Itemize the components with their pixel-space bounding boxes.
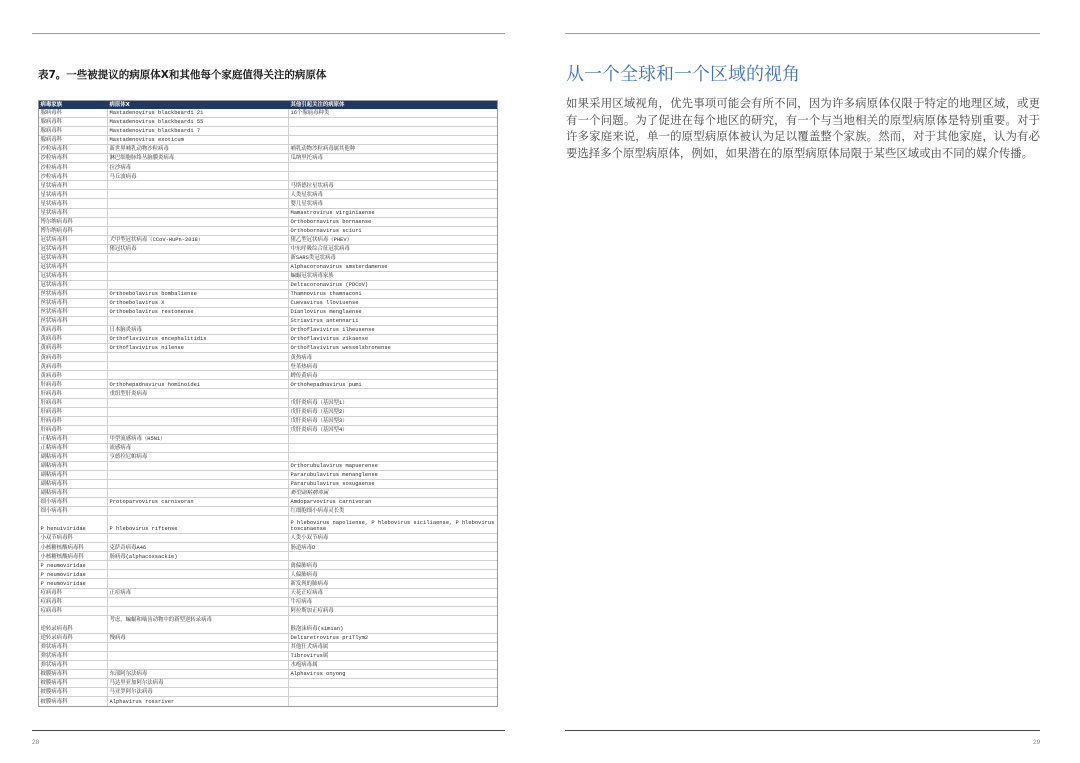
table-cell-other: Orthorubulavirus mapuerense [290, 463, 378, 470]
table-cell-other: 黄热病毒 [290, 354, 313, 361]
table-cell-family: 肝病毒科 [39, 426, 108, 434]
table-cell-other: Orthoflavivirus zikaense [290, 336, 369, 343]
table-cell-pathogen-x [108, 353, 289, 361]
table-cell-other: 猪乙型冠状病毒（PHEV） [290, 236, 352, 243]
table-cell-other [289, 697, 497, 706]
table-row [39, 118, 497, 127]
table-cell-pathogen-x [108, 480, 289, 488]
table-cell-other: 新型副粘病毒属 [290, 490, 329, 497]
table-row [39, 127, 497, 136]
table-row [39, 643, 497, 652]
table-cell-other: 蝙蝠冠状病毒家族 [290, 273, 334, 280]
table-cell-family: 冠状病毒科 [39, 281, 108, 289]
table-row [39, 516, 497, 534]
table-cell-pathogen-x: 马亚罗阿尔法病毒 [108, 688, 289, 696]
table-cell-family: 丝状病毒科 [39, 308, 108, 316]
table-cell-family: 痘病毒科 [39, 607, 108, 615]
table-cell-family: 小核糖核酸病毒科 [39, 552, 108, 560]
table-cell-family: 星状病毒科 [39, 199, 108, 207]
table-cell-other: 牛痘病毒 [290, 598, 313, 605]
table-cell-family: 小双节病毒科 [39, 534, 108, 542]
table-cell-family: 披膜病毒科 [39, 697, 108, 706]
table-title: 表7。一些被提议的病原体X和其他每个家庭值得关注的病原体 [38, 69, 327, 81]
table-cell-other: 戊肝炎病毒（基因型4） [290, 426, 348, 433]
table-cell-other: 瓜纳里托病毒 [290, 155, 323, 162]
table-cell-pathogen-x [108, 643, 289, 651]
right-page [540, 0, 1080, 763]
table-cell-family: 肝病毒科 [39, 399, 108, 407]
table-cell-pathogen-x [108, 579, 289, 587]
pathogen-table [38, 100, 498, 707]
table-cell-family: 星状病毒科 [39, 190, 108, 198]
table-cell-family: 沙粒病毒科 [39, 145, 108, 153]
table-cell-family: 细小病毒科 [39, 507, 108, 515]
table-cell-pathogen-x: Orthoflavivirus encephalitidis [108, 335, 289, 343]
table-cell-family: 黄病毒科 [39, 371, 108, 379]
table-cell-pathogen-x: Mastadenovirus blackbeardi 21 [108, 109, 289, 117]
table-row [39, 426, 497, 435]
table-cell-other: 哺乳动物沙粒病毒属其他种 [290, 146, 356, 153]
table-cell-other: 新SARS类冠状病毒 [290, 255, 336, 261]
table-row [39, 444, 497, 453]
table-row [39, 263, 497, 272]
table-row [39, 181, 497, 190]
table-row [39, 589, 497, 598]
table-cell-family: 冠状病毒科 [39, 236, 108, 244]
table-cell-pathogen-x: 日本脑炎病毒 [108, 326, 289, 334]
table-cell-other: 猴泡沫病毒(simian) [290, 625, 344, 632]
table-cell-pathogen-x: 东部阿尔法病毒 [108, 670, 289, 678]
table-row [39, 598, 497, 607]
table-cell-other: Orthohepadnavirus pumi [290, 381, 362, 388]
table-cell-family: 腺病毒科 [39, 136, 108, 144]
table-cell-family: 弹状病毒科 [39, 661, 108, 669]
table-cell-pathogen-x: Mastadenovirus blackbeardi 55 [108, 118, 289, 126]
table-cell-other: Cuevavirus lloviuense [290, 300, 359, 307]
table-cell-pathogen-x [108, 218, 289, 226]
table-row [39, 399, 497, 408]
table-row [39, 670, 497, 679]
table-cell-other: 戊肝炎病毒（基因型2） [290, 408, 348, 415]
table-row [39, 570, 497, 579]
table-cell-family: 正粘病毒科 [39, 435, 108, 443]
table-cell-pathogen-x [108, 181, 289, 189]
table-cell-family: 博尔纳病毒科 [39, 227, 108, 235]
table-row [39, 607, 497, 616]
table-cell-pathogen-x: Orthoebolavirus restonense [108, 308, 289, 316]
table-cell-pathogen-x: 淋巴细胞脉络丛脑膜炎病毒 [108, 154, 289, 162]
table-cell-pathogen-x: Orthoflavivirus nilense [108, 344, 289, 352]
table-cell-pathogen-x: 亨德拉尼帕病毒 [108, 453, 289, 461]
table-cell-other: 新发现的肺病毒 [290, 580, 329, 587]
table-cell-pathogen-x: 马丘波病毒 [108, 172, 289, 180]
bottom-rule [32, 730, 505, 731]
table-cell-family: 副粘病毒科 [39, 489, 108, 497]
table-row [39, 163, 497, 172]
table-cell-family: 痘病毒科 [39, 598, 108, 606]
table-cell-family: 博尔纳病毒科 [39, 218, 108, 226]
table-cell-pathogen-x: 猪冠状病毒 [108, 245, 289, 253]
table-cell-other [289, 444, 497, 452]
table-cell-family: 丝状病毒科 [39, 299, 108, 307]
header-pathogen-x: 病原体X [108, 101, 289, 109]
table-row [39, 218, 497, 227]
table-cell-pathogen-x [108, 209, 289, 217]
table-cell-family: 逆转录病毒科 [39, 634, 108, 642]
table-cell-other [289, 118, 497, 126]
body-paragraph: 如果采用区域视角，优先事项可能会有所不同，因为许多病原体仅限于特定的地理区域，或更有一个问题。为了促进在每个地区的研究，有一个与当地相关的原型病原体是特别重要。对于许多家庭来说，单一的原型病原体被认为足以覆盖整个家族。然而，对于其他家庭，认为有必要选择多个原型病原体，例如，如果潜在的原型病原体局限于某些区域或由不同的媒介传播。 [566, 96, 1040, 160]
table-cell-family: 副粘病毒科 [39, 471, 108, 479]
table-cell-other: 16个腺病毒种类 [290, 110, 330, 117]
table-cell-family: 正粘病毒科 [39, 444, 108, 452]
table-cell-pathogen-x: Mastadenovirus exoticum [108, 136, 289, 144]
table-row [39, 245, 497, 254]
table-cell-family: 冠状病毒科 [39, 272, 108, 280]
table-cell-family: 肝病毒科 [39, 389, 108, 397]
table-row [39, 335, 497, 344]
table-cell-pathogen-x: Alphavirus rossriver [108, 697, 289, 706]
table-cell-pathogen-x: 克萨奇病毒A46 [108, 543, 289, 551]
table-cell-family: 腺病毒科 [39, 109, 108, 117]
top-rule [32, 33, 505, 34]
table-row [39, 136, 497, 145]
table-row [39, 272, 497, 281]
table-cell-family: 肝病毒科 [39, 380, 108, 388]
table-cell-pathogen-x: 考虑，蝙蝠和啮齿动物中的新型逆转录病毒 [108, 616, 289, 633]
table-cell-family: 披膜病毒科 [39, 670, 108, 678]
table-row [39, 371, 497, 380]
table-cell-family: 黄病毒科 [39, 335, 108, 343]
table-cell-other: 戊肝炎病毒（基因型3） [290, 417, 348, 424]
table-cell-family: 副粘病毒科 [39, 462, 108, 470]
table-row [39, 209, 497, 218]
table-cell-other: 阿拉斯加正痘病毒 [290, 607, 334, 614]
table-cell-pathogen-x [108, 281, 289, 289]
table-cell-family: 痘病毒科 [39, 589, 108, 597]
table-row [39, 172, 497, 181]
table-cell-pathogen-x: Orthohepadnavirus hominoidei [108, 380, 289, 388]
table-cell-family: 披膜病毒科 [39, 679, 108, 687]
table-cell-pathogen-x: 拉沙病毒 [108, 163, 289, 171]
table-cell-family: 肝病毒科 [39, 417, 108, 425]
table-cell-other: Thamnovirus thamnaconi [290, 291, 362, 298]
table-cell-other: 蜱传黄病毒 [290, 372, 318, 379]
table-cell-other: 禽偏肺病毒 [290, 562, 318, 569]
table-cell-pathogen-x [108, 661, 289, 669]
table-cell-pathogen-x [108, 570, 289, 578]
table-row [39, 353, 497, 362]
table-cell-family: 星状病毒科 [39, 181, 108, 189]
table-row [39, 299, 497, 308]
table-cell-other: Amdoparvovirus carnivoran [290, 499, 372, 506]
table-row [39, 281, 497, 290]
table-cell-other: 肠道病毒D [290, 544, 316, 551]
table-cell-family: 副粘病毒科 [39, 453, 108, 461]
table-header-row [39, 101, 497, 109]
table-row [39, 435, 497, 444]
table-cell-pathogen-x [108, 426, 289, 434]
table-cell-other: 天花正痘病毒 [290, 589, 323, 596]
table-cell-other: 马斯德拉星状病毒 [290, 182, 334, 189]
table-row [39, 109, 497, 118]
table-cell-other: Dianlovirus menglaense [290, 309, 362, 316]
table-cell-family: 细小病毒科 [39, 498, 108, 506]
table-cell-family: 副粘病毒科 [39, 480, 108, 488]
table-cell-family: 星状病毒科 [39, 209, 108, 217]
table-row [39, 534, 497, 543]
table-cell-family: 丝状病毒科 [39, 290, 108, 298]
table-cell-family: 弹状病毒科 [39, 652, 108, 660]
table-cell-family: P neumoviridae [39, 579, 108, 587]
table-cell-other: 其他狂犬病毒属 [290, 644, 329, 651]
table-row [39, 679, 497, 688]
table-row [39, 561, 497, 570]
table-cell-pathogen-x: P hlebovirus riftense [108, 516, 289, 533]
table-cell-other: 人类星状病毒 [290, 191, 323, 198]
table-cell-other: Pararubulavirus sosugaense [290, 481, 375, 488]
table-row [39, 634, 497, 643]
table-cell-family: 冠状病毒科 [39, 254, 108, 262]
table-row [39, 417, 497, 426]
table-cell-family: 沙粒病毒科 [39, 163, 108, 171]
table-cell-pathogen-x: 正痘病毒 [108, 589, 289, 597]
table-cell-pathogen-x [108, 471, 289, 479]
table-row [39, 498, 497, 507]
table-row [39, 254, 497, 263]
table-cell-pathogen-x [108, 317, 289, 325]
table-cell-pathogen-x [108, 417, 289, 425]
table-cell-family: 黄病毒科 [39, 362, 108, 370]
table-cell-family: 丝状病毒科 [39, 317, 108, 325]
table-cell-other [289, 127, 497, 135]
table-cell-other: 红细胞细小病毒灵长类 [290, 508, 345, 515]
table-cell-pathogen-x [108, 507, 289, 515]
table-cell-pathogen-x [108, 272, 289, 280]
table-cell-pathogen-x [108, 263, 289, 271]
table-cell-pathogen-x: Orthoebolavirus bombaliense [108, 290, 289, 298]
table-cell-family: P neumoviridae [39, 570, 108, 578]
table-cell-family: 腺病毒科 [39, 127, 108, 135]
table-cell-other: Orthobornavirus sciuri [290, 227, 362, 234]
table-cell-family: 黄病毒科 [39, 353, 108, 361]
table-cell-other [289, 389, 497, 397]
table-cell-pathogen-x: Orthoebolavirus X [108, 299, 289, 307]
table-row [39, 362, 497, 371]
table-row [39, 552, 497, 561]
table-row [39, 652, 497, 661]
table-cell-family: 肝病毒科 [39, 408, 108, 416]
table-cell-other: Pararubulavirus menanglense [290, 472, 378, 479]
table-cell-other: Orthoflavivirus wesselsbronense [290, 345, 391, 352]
table-cell-family: 黄病毒科 [39, 326, 108, 334]
table-cell-other: Alphacoronavirus amsterdamense [290, 264, 388, 271]
table-cell-family: P henuiviridae [39, 516, 108, 533]
table-cell-other: Orthobornavirus bornaense [290, 218, 372, 225]
table-cell-pathogen-x: 犬甲型冠状病毒（CCoV-HuPn-2018） [108, 236, 289, 244]
table-cell-other: Mamastrovirus virginiaense [290, 209, 375, 216]
table-cell-other [289, 552, 497, 560]
table-row [39, 489, 497, 498]
table-row [39, 199, 497, 208]
table-cell-other: Tibrovirus属 [290, 653, 329, 660]
header-virus-family: 病毒家族 [39, 101, 108, 109]
table-row [39, 697, 497, 706]
table-cell-other: Deltaretrovirus priTlym2 [290, 635, 369, 641]
table-body [39, 109, 497, 706]
table-cell-pathogen-x [108, 561, 289, 569]
table-cell-other: P hlebovirus napoliense, P hlebovirus siciliaense, P hlebovirus toscanaense [290, 520, 495, 533]
table-row [39, 145, 497, 154]
table-cell-other: Striavirus antennarii [290, 318, 359, 325]
table-cell-pathogen-x [108, 362, 289, 370]
table-cell-pathogen-x [108, 227, 289, 235]
table-cell-pathogen-x: Protoparvovirus carnivoran [108, 498, 289, 506]
table-row [39, 688, 497, 697]
table-row [39, 326, 497, 335]
table-cell-pathogen-x: Mastadenovirus blackbeardi 7 [108, 127, 289, 135]
table-cell-pathogen-x [108, 489, 289, 497]
table-cell-pathogen-x [108, 199, 289, 207]
table-row [39, 453, 497, 462]
table-cell-pathogen-x: 肠病毒(alphacoxsackie) [108, 552, 289, 560]
table-row [39, 471, 497, 480]
table-cell-other [289, 688, 497, 696]
table-cell-pathogen-x [108, 462, 289, 470]
table-cell-pathogen-x: 甲型流感病毒（H5N1） [108, 435, 289, 443]
table-cell-other [289, 679, 497, 687]
section-heading: 从一个全球和一个区域的视角 [566, 64, 800, 85]
table-cell-family: 沙粒病毒科 [39, 172, 108, 180]
table-row [39, 344, 497, 353]
table-cell-other [289, 435, 497, 443]
table-cell-pathogen-x [108, 190, 289, 198]
table-cell-pathogen-x: 流感病毒 [108, 444, 289, 452]
table-cell-other [289, 136, 497, 144]
table-cell-pathogen-x [108, 652, 289, 660]
table-row [39, 661, 497, 670]
table-cell-pathogen-x [108, 598, 289, 606]
table-cell-pathogen-x [108, 399, 289, 407]
table-cell-pathogen-x [108, 408, 289, 416]
table-row [39, 408, 497, 417]
table-row [39, 190, 497, 199]
table-cell-family: 沙粒病毒科 [39, 154, 108, 162]
table-cell-other: Alphavirus onyong [290, 671, 346, 678]
header-other-pathogens: 其他引起关注的病原体 [290, 101, 345, 108]
table-cell-family: 腺病毒科 [39, 118, 108, 126]
table-row [39, 507, 497, 516]
table-cell-family: 黄病毒科 [39, 344, 108, 352]
table-cell-other: 水疱病毒属 [290, 662, 318, 669]
table-row [39, 380, 497, 389]
page-number-right: 29 [1033, 739, 1041, 746]
table-cell-pathogen-x: 马达里亚加阿尔法病毒 [108, 679, 289, 687]
table-cell-other: 登革热病毒 [290, 363, 318, 370]
table-cell-other [289, 453, 497, 461]
table-cell-family: 小核糖核酸病毒科 [39, 543, 108, 551]
table-row [39, 480, 497, 489]
table-cell-pathogen-x: 重组型肝炎病毒 [108, 389, 289, 397]
table-cell-other: 人偏肺病毒 [290, 571, 318, 578]
table-cell-other: 婴儿星状病毒 [290, 200, 323, 207]
table-cell-other: 戊肝炎病毒（基因型1） [290, 399, 348, 406]
table-cell-pathogen-x [108, 254, 289, 262]
table-cell-family: 弹状病毒科 [39, 643, 108, 651]
table-cell-pathogen-x [108, 371, 289, 379]
table-row [39, 154, 497, 163]
table-row [39, 290, 497, 299]
table-cell-family: 冠状病毒科 [39, 245, 108, 253]
table-cell-pathogen-x: 新世界哺乳动物沙粒病毒 [108, 145, 289, 153]
table-row [39, 579, 497, 588]
table-cell-family: P neumoviridae [39, 561, 108, 569]
table-cell-family: 冠状病毒科 [39, 263, 108, 271]
top-rule [565, 33, 1040, 34]
table-row [39, 236, 497, 245]
table-cell-other: Deltacoronavirus (PDCoV) [290, 282, 369, 289]
table-row [39, 616, 497, 634]
table-cell-pathogen-x [108, 534, 289, 542]
table-row [39, 543, 497, 552]
table-cell-other [289, 172, 497, 180]
bottom-rule [565, 730, 1040, 731]
table-cell-other: 人类小双节病毒 [290, 535, 329, 542]
table-row [39, 389, 497, 398]
table-cell-pathogen-x: 慢病毒 [108, 634, 289, 642]
table-row [39, 308, 497, 317]
page-number-left: 28 [32, 739, 40, 746]
table-row [39, 462, 497, 471]
table-cell-other [289, 163, 497, 171]
table-cell-family: 逆转录病毒科 [39, 616, 108, 633]
table-cell-other: 中东呼吸综合征冠状病毒 [290, 245, 350, 252]
table-row [39, 227, 497, 236]
table-cell-family: 披膜病毒科 [39, 688, 108, 696]
table-cell-other: Orthoflavivirus ilheusense [290, 327, 375, 334]
table-cell-pathogen-x [108, 607, 289, 615]
table-row [39, 317, 497, 326]
